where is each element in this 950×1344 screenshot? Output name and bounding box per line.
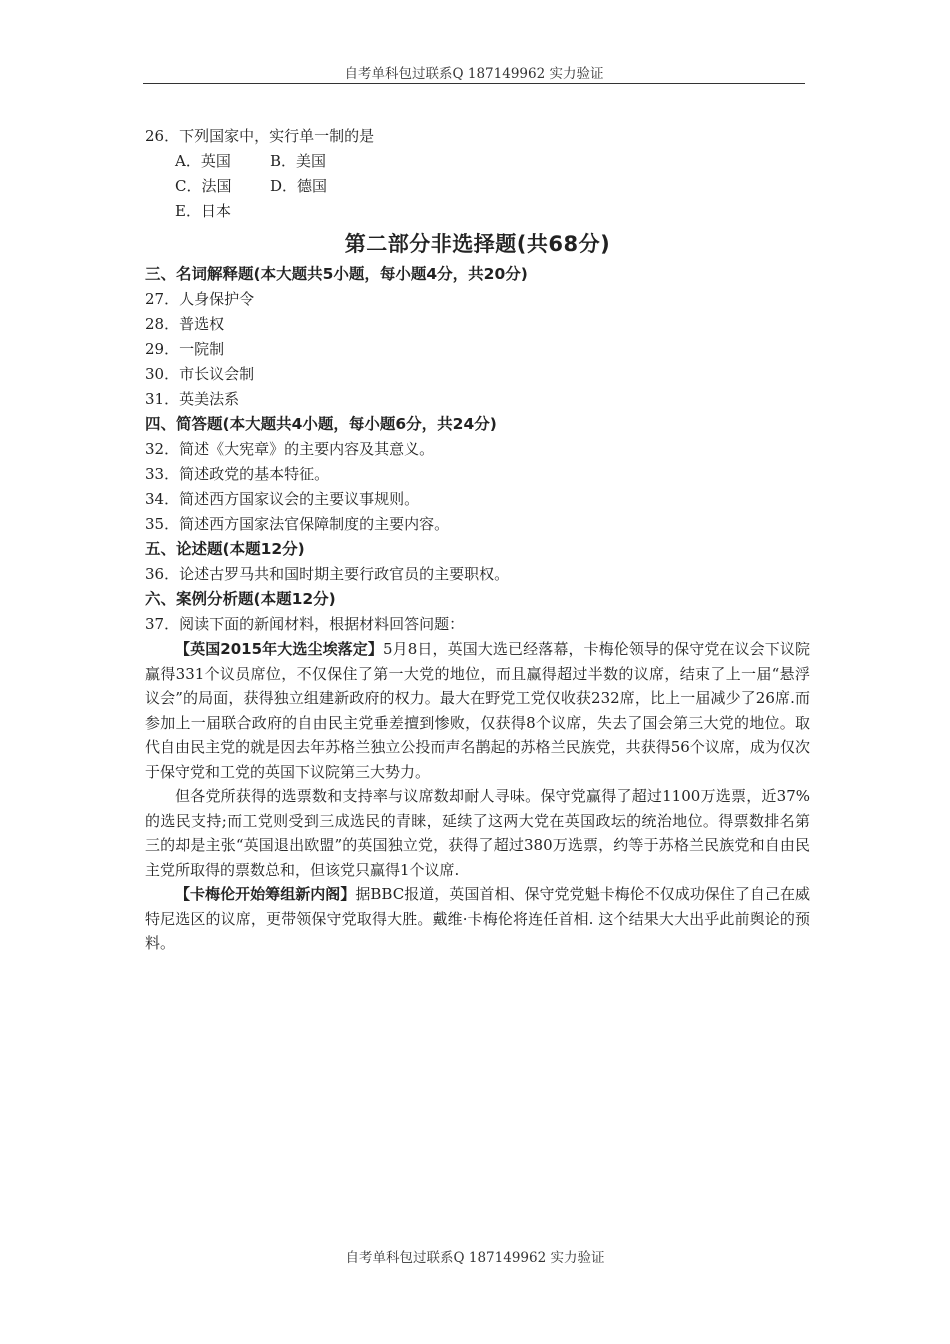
question-36: 36．论述古罗马共和国时期主要行政官员的主要职权。 <box>145 565 510 583</box>
page-footer: 自考单科包过联系Q 187149962 实力验证 <box>345 1250 605 1266</box>
option-c: C．法国 <box>175 177 232 195</box>
question-32: 32．简述《大宪章》的主要内容及其意义。 <box>145 440 435 458</box>
question-26-options-row <box>145 199 810 224</box>
document-body <box>145 124 810 956</box>
section-3-title: 三、名词解释题(本大题共5小题，每小题4分，共20分) <box>145 265 528 283</box>
section-6-title: 六、案例分析题(本题12分) <box>145 590 336 608</box>
page-header: 自考单科包过联系Q 187149962 实力验证 <box>344 66 604 82</box>
case-paragraph-1 <box>145 637 810 784</box>
question-31: 31．英美法系 <box>145 390 240 408</box>
header-rule <box>143 83 805 84</box>
question-37: 37．阅读下面的新闻材料，根据材料回答问题： <box>145 615 465 633</box>
section-4-title: 四、简答题(本大题共4小题，每小题6分，共24分) <box>145 415 497 433</box>
question-27: 27．人身保护令 <box>145 290 255 308</box>
question-26-options-row <box>145 174 810 199</box>
option-a: A．英国 <box>175 152 231 170</box>
question-35: 35．简述西方国家法官保障制度的主要内容。 <box>145 515 450 533</box>
case-paragraph-1-body: 5月8日，英国大选已经落幕，卡梅伦领导的保守党在议会下议院赢得331个议员席位，不仅保住了第一大党的地位，而且赢得超过半数的议席，结束了上一届“悬浮议会”的局面，获得独立组建新政府的权力。最大在野党工党仅收获232席，比上一届减少了26席.而参加上一届联合政府的自由民主党垂差擅到惨败，仅获得8个议席，失去了国会第三大党的地位。取代自由民主党的就是因去年苏格兰独立公投而声名鹊起的苏格兰民族党，共获得56个议席，成为仅次于保守党和工党的英国下议院第三大势力。 <box>145 640 810 781</box>
question-26-stem: 26．下列国家中，实行单一制的是 <box>145 127 375 145</box>
option-d: D．德国 <box>270 177 328 195</box>
section-5-title: 五、论述题(本题12分) <box>145 540 305 558</box>
option-e: E．日本 <box>175 202 231 220</box>
question-29: 29．一院制 <box>145 340 225 358</box>
case-paragraph-2: 但各党所获得的选票数和支持率与议席数却耐人寻味。保守党赢得了超过1100万选票，近37%的选民支持;而工党则受到三成选民的青睐，延续了这两大党在英国政坛的统治地位。得票数排名第三的却是主张“英国退出欧盟”的英国独立党，获得了超过380万选票，约等于苏格兰民族党和自由民主党所取得的票数总和，但该党只赢得1个议席. <box>145 787 810 879</box>
case-paragraph-3-body: 据BBC报道，英国首相、保守党党魁卡梅伦不仅成功保住了自己在威特尼选区的议席，更带领保守党取得大胜。戴维·卡梅伦将连任首相. 这个结果大大出乎此前舆论的预料。 <box>145 885 810 952</box>
case-paragraph-1-heading: 【英国2015年大选尘埃落定】 <box>175 640 383 658</box>
question-34: 34．简述西方国家议会的主要议事规则。 <box>145 490 420 508</box>
question-26-options-row <box>145 149 810 174</box>
question-28: 28．普选权 <box>145 315 225 333</box>
case-paragraph-3 <box>145 882 810 956</box>
question-33: 33．简述政党的基本特征。 <box>145 465 330 483</box>
question-30: 30．市长议会制 <box>145 365 255 383</box>
option-b: B．美国 <box>270 152 327 170</box>
case-paragraph-3-heading: 【卡梅伦开始筹组新内阁】 <box>175 885 356 903</box>
part-two-title: 第二部分非选择题(共68分) <box>344 232 611 256</box>
